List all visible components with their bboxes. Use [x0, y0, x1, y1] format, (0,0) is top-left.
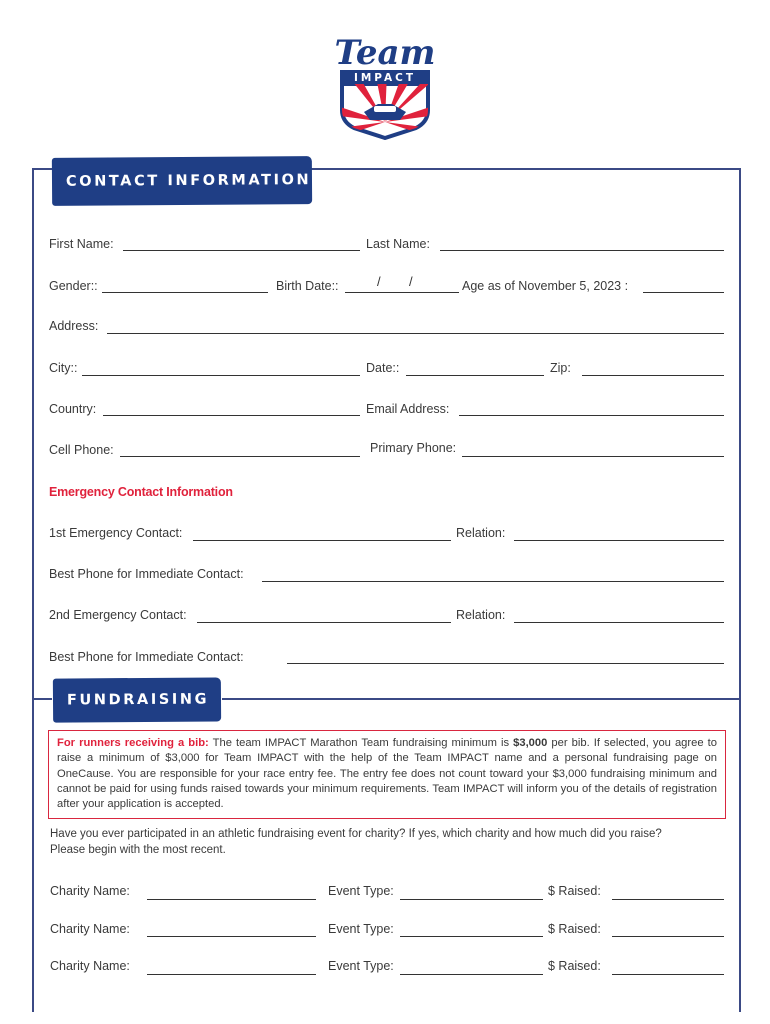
first-name-field[interactable] [123, 250, 360, 251]
age-label: Age as of November 5, 2023 : [462, 279, 629, 293]
event-type-label: Event Type: [328, 959, 394, 973]
birth-date-label: Birth Date:: [276, 279, 339, 293]
birth-date-slash-2: / [409, 274, 413, 289]
notice-text-post: per bib. If selected, you agree to raise a minimum of $3,000 for Team IMPACT with the help of the Team IMPACT name and a personal fundraising page on OneCause. You are responsible for your race entry fee. The entry fee does not count toward your $3,000 fundraising minimum and cannot be paid for using funds raised towards your minimum requirements. Team IMPACT will inform you of the details of registration after your application is accepted. [57, 737, 717, 811]
raised-field[interactable] [612, 974, 724, 975]
date-label: Date:: [366, 361, 400, 375]
notice-amount: $3,000 [513, 737, 548, 749]
charity-name-label: Charity Name: [50, 922, 130, 936]
relation-1-label: Relation: [456, 526, 506, 540]
fundraising-header: FUNDRAISING [53, 677, 221, 722]
city-field[interactable] [82, 375, 360, 376]
event-type-label: Event Type: [328, 884, 394, 898]
cell-phone-label: Cell Phone: [49, 443, 114, 457]
second-emergency-contact-field[interactable] [197, 622, 451, 623]
birth-date-slash-1: / [377, 274, 381, 289]
raised-label: $ Raised: [548, 884, 601, 898]
email-field[interactable] [459, 415, 724, 416]
relation-2-field[interactable] [514, 622, 724, 623]
event-type-field[interactable] [400, 974, 543, 975]
best-phone-1-field[interactable] [262, 581, 724, 582]
address-field[interactable] [107, 333, 724, 334]
birth-date-field[interactable] [345, 292, 459, 293]
event-type-field[interactable] [400, 899, 543, 900]
relation-1-field[interactable] [514, 540, 724, 541]
city-label: City:: [49, 361, 78, 375]
charity-name-field[interactable] [147, 899, 316, 900]
notice-text-pre: The team IMPACT Marathon Team fundraising minimum is [208, 737, 514, 749]
gender-field[interactable] [102, 292, 268, 293]
first-name-label: First Name: [49, 237, 114, 251]
charity-name-field[interactable] [147, 936, 316, 937]
best-phone-2-field[interactable] [287, 663, 724, 664]
age-field[interactable] [643, 292, 724, 293]
primary-phone-field[interactable] [462, 456, 724, 457]
team-impact-logo [334, 22, 436, 140]
best-phone-1-label: Best Phone for Immediate Contact: [49, 567, 244, 581]
address-label: Address: [49, 319, 99, 333]
cell-phone-field[interactable] [120, 456, 360, 457]
relation-2-label: Relation: [456, 608, 506, 622]
charity-name-label: Charity Name: [50, 959, 130, 973]
best-phone-2-label: Best Phone for Immediate Contact: [49, 650, 244, 664]
question-line-2: Please begin with the most recent. [50, 844, 226, 856]
email-label: Email Address: [366, 402, 450, 416]
raised-field[interactable] [612, 936, 724, 937]
date-field[interactable] [406, 375, 544, 376]
frame-top-line [32, 168, 54, 170]
frame-mid-line-right [222, 698, 740, 700]
first-emergency-contact-field[interactable] [193, 540, 451, 541]
event-type-label: Event Type: [328, 922, 394, 936]
raised-label: $ Raised: [548, 959, 601, 973]
last-name-field[interactable] [440, 250, 724, 251]
first-emergency-contact-label: 1st Emergency Contact: [49, 526, 183, 540]
second-emergency-contact-label: 2nd Emergency Contact: [49, 608, 187, 622]
notice-lead: For runners receiving a bib: [57, 737, 209, 749]
frame-right-line [739, 168, 741, 1012]
event-type-field[interactable] [400, 936, 543, 937]
raised-label: $ Raised: [548, 922, 601, 936]
question-line-1: Have you ever participated in an athletic fundraising event for charity? If yes, which charity and how much did you raise? [50, 828, 662, 840]
frame-top-line-right [310, 168, 740, 170]
emergency-contact-title: Emergency Contact Information [49, 485, 233, 499]
frame-left-line [32, 168, 34, 1012]
frame-mid-line-left [32, 698, 52, 700]
contact-information-header: CONTACT INFORMATION [52, 156, 312, 206]
zip-field[interactable] [582, 375, 724, 376]
logo-team-text: Team [334, 33, 436, 73]
bib-fundraising-notice [48, 730, 726, 819]
last-name-label: Last Name: [366, 237, 430, 251]
raised-field[interactable] [612, 899, 724, 900]
gender-label: Gender:: [49, 279, 98, 293]
logo-impact-text: IMPACT [353, 72, 417, 84]
charity-name-field[interactable] [147, 974, 316, 975]
primary-phone-label: Primary Phone: [370, 441, 457, 455]
country-label: Country: [49, 402, 97, 416]
zip-label: Zip: [550, 361, 571, 375]
country-field[interactable] [103, 415, 360, 416]
charity-name-label: Charity Name: [50, 884, 130, 898]
fundraising-question [50, 826, 730, 858]
